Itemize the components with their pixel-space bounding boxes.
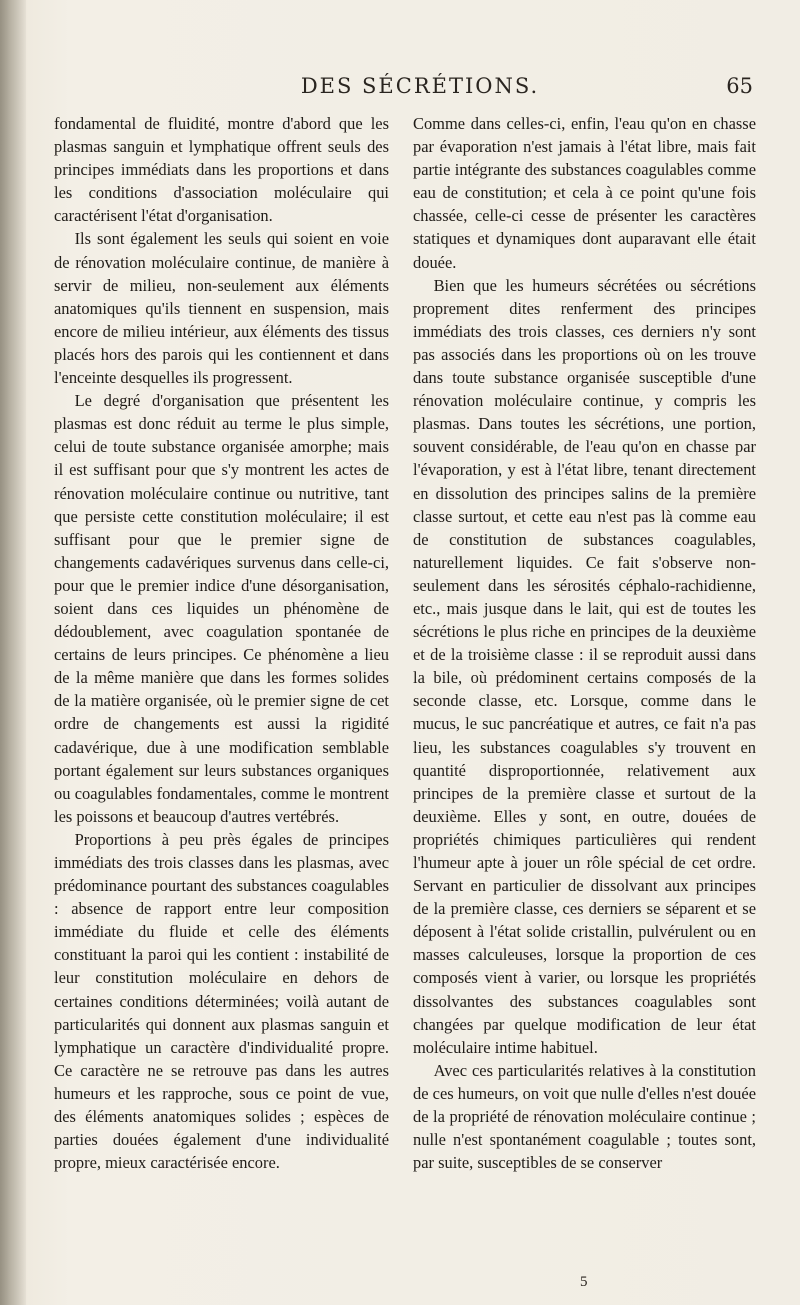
signature-mark: 5 bbox=[580, 1274, 588, 1290]
paragraph-right-2: Bien que les humeurs sécrétées ou sécrétions proprement dites renferment des principes immédiats des trois classes, ces derniers n'y sont pas associés dans les proportions où on les trouve dans toute substance organisée susceptible d'une rénovation moléculaire continue, y compris les plasmas. Dans toutes les sécrétions, une portion, souvent considérable, de l'eau qu'on en chasse par l'évaporation, y est à l'état libre, tenant directement en dissolution des principes salins de la première classe surtout, et cette eau n'est pas là comme eau de constitution de substances coagulables, naturellement liquides. Ce fait s'observe non-seulement dans les sérosités céphalo-rachidienne, etc., mais jusque dans le lait, qui est de toutes les sécrétions le plus riche en principes de la deuxième et de la troisième classe : il se reproduit aussi dans la bile, où prédominent certains composés de la seconde classe, etc. Lorsque, comme dans le mucus, le suc pancréatique et autres, ce fait n'a pas lieu, les substances coagulables s'y trouvent en quantité disproportionnée, relativement aux principes de la première classe et surtout de la deuxième. Elles y sont, en outre, douées de propriétés chimiques particulières qui rendent l'humeur apte à jouer un rôle spécial de cet ordre. Servant en particulier de dissolvant aux principes de la première classe, ces derniers se séparent et se déposent à l'état solide cristallin, pulvérulent ou en masses calculeuses, lorsque la proportion de ces composés vient à varier, ou lorsque les propriétés dissolvantes des substances coagulables sont changées par quelque modification de leur état moléculaire intime habituel. bbox=[413, 275, 756, 1057]
binding-gutter-shadow bbox=[0, 0, 26, 1305]
paragraph-right-3: Avec ces particularités relatives à la constitution de ces humeurs, on voit que nulle d'elles n'est douée de la propriété de rénovation moléculaire continue ; nulle n'est spontanément coagulable ; toutes sont, par suite, susceptibles de se conserver bbox=[413, 1060, 756, 1173]
paragraph-left-2: Ils sont également les seuls qui soient en voie de rénovation moléculaire continue, de manière à servir de milieu, non-seulement aux éléments anatomiques qu'ils tiennent en suspension, mais encore de milieu intérieur, aux éléments des tissus placés hors des parois qui les contiennent et dans l'enceinte desquelles ils progressent. bbox=[54, 229, 389, 388]
running-head: DES SÉCRÉTIONS. bbox=[300, 74, 540, 98]
paragraph-left-3: Le degré d'organisation que présentent les plasmas est donc réduit au terme le plus simple, celui de toute substance organisée amorphe; mais il est suffisant pour que s'y montrent les actes de rénovation moléculaire continue ou nutritive, tant que persiste cette constitution moléculaire; il est suffisant pour que le premier signe de changements cadavériques survenus dans celle-ci, pour que le premier indice d'une désorganisation, soient dans ces liquides un phénomène de dédoublement, avec coagulation spontanée de certains de leurs principes. Ce phénomène a lieu de la même manière que dans les formes solides de la matière organisée, où le premier signe de cet ordre de changements est aussi la rigidité cadavérique, due à une modification semblable portant également sur leurs substances organiques ou coagulables fondamentales, comme le montrent les poissons et beaucoup d'autres vertébrés. bbox=[54, 391, 389, 826]
left-text-column bbox=[54, 112, 389, 1174]
paragraph-left-1: fondamental de fluidité, montre d'abord que les plasmas sanguin et lymphatique offrent seuls des principes immédiats dans les proportions et dans les conditions d'association moléculaire qui caractérisent l'état d'organisation. bbox=[54, 114, 389, 226]
right-text-column bbox=[413, 112, 756, 1174]
paragraph-right-1: Comme dans celles-ci, enfin, l'eau qu'on en chasse par évaporation n'est jamais à l'état libre, mais fait partie intégrante des substances coagulables comme eau de constitution; et cela à ce point qu'une fois chassée, celle-ci cesse de présenter les caractères statiques et dynamiques dont auparavant elle était douée. bbox=[413, 114, 756, 272]
paragraph-left-4: Proportions à peu près égales de principes immédiats des trois classes dans les plasmas, avec prédominance pourtant des substances coagulables : absence de rapport entre leur composition immédiate du fluide et celle des éléments constituant la paroi qui les contient : instabilité de leur constitution moléculaire en dehors de certaines conditions déterminées; voilà autant de particularités qui donnent aux plasmas sanguin et lymphatique un caractère d'individualité propre. Ce caractère ne se retrouve pas dans les autres humeurs et les rapproche, sous ce point de vue, des éléments anatomiques solides ; espèces de parties douées également d'une individualité propre, mieux caractérisée encore. bbox=[54, 829, 389, 1173]
page-number: 65 bbox=[726, 74, 753, 98]
